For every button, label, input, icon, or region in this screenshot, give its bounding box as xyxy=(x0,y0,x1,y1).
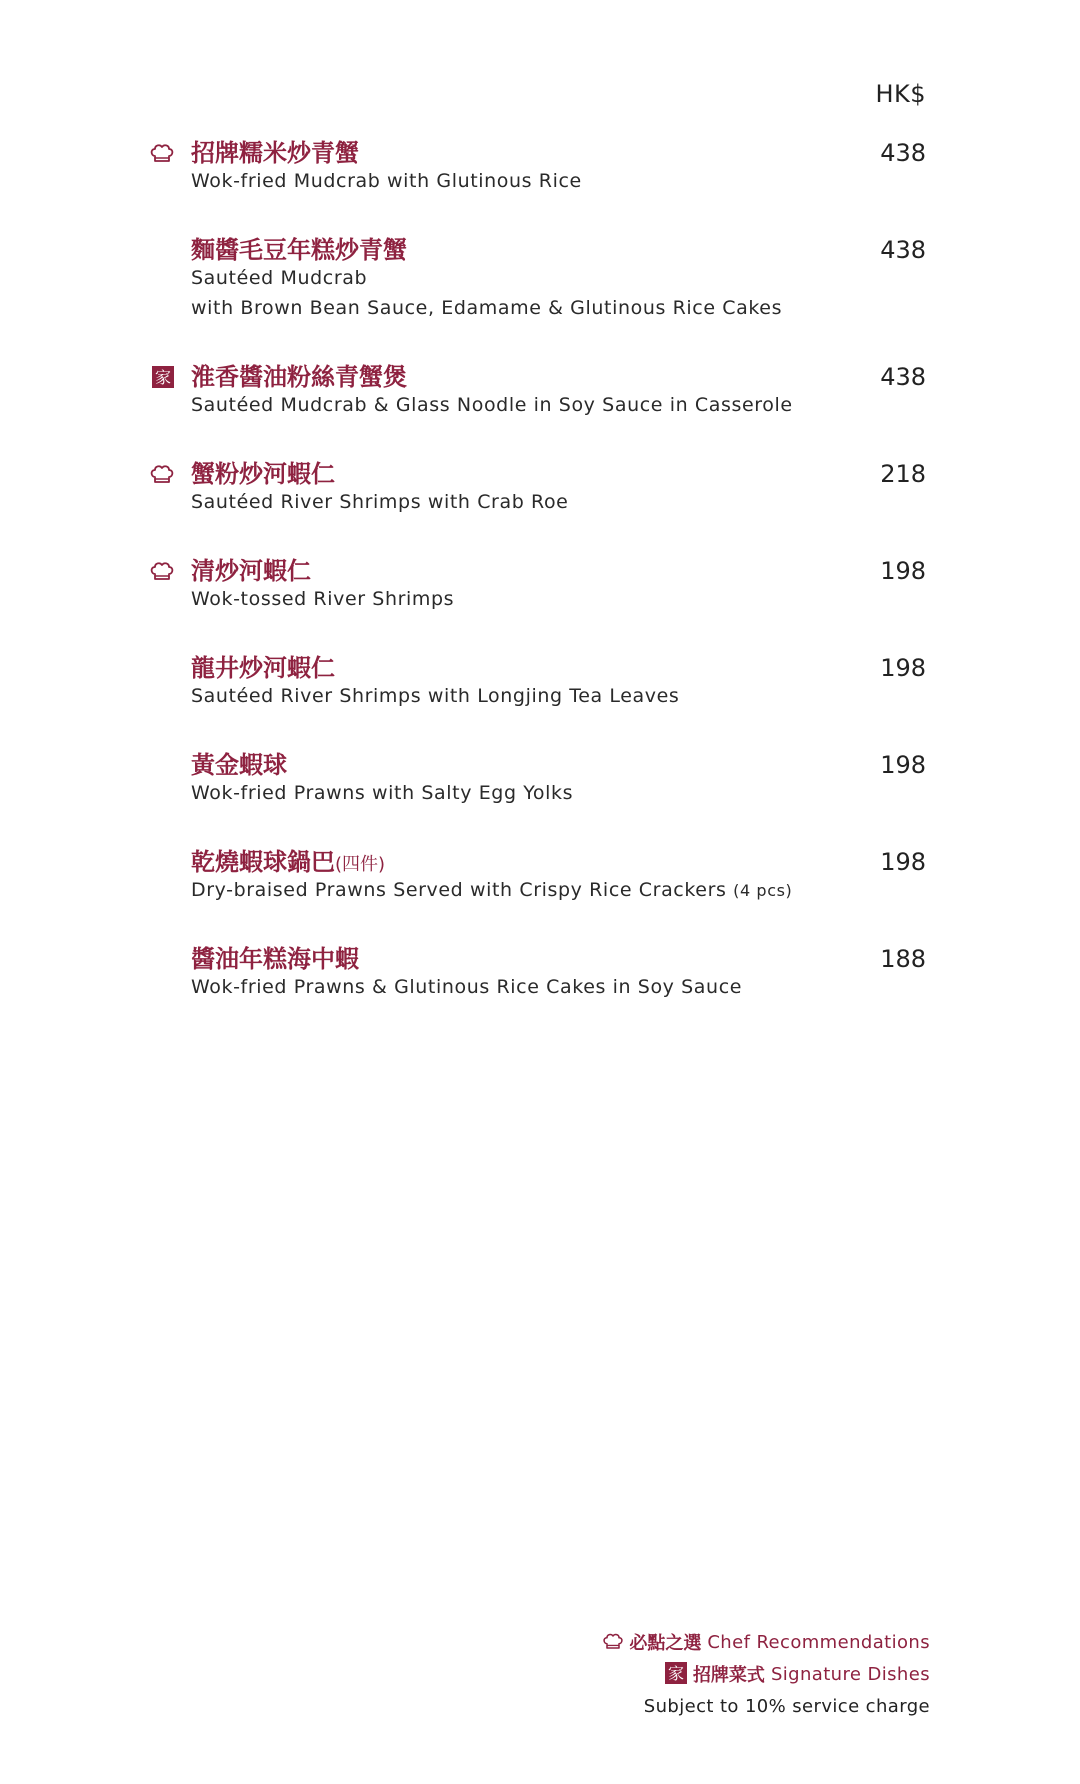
dish-name-en xyxy=(191,778,573,808)
menu-item xyxy=(0,556,1080,616)
dish-name-en xyxy=(191,972,742,1002)
menu-item xyxy=(0,847,1080,907)
dish-name-zh-text: 清炒河蝦仁 xyxy=(191,557,311,585)
chef-hat-icon xyxy=(601,1630,625,1654)
legend-signature-en: Signature Dishes xyxy=(770,1663,930,1685)
menu-item xyxy=(0,362,1080,422)
dish-name-en xyxy=(191,487,568,517)
dish-price: 438 xyxy=(880,236,926,264)
svg-text:家: 家 xyxy=(667,1664,684,1683)
dish-price: 188 xyxy=(880,945,926,973)
dish-name-zh-text: 黃金蝦球 xyxy=(191,751,287,779)
menu-item xyxy=(0,459,1080,519)
dish-name-zh-text: 蟹粉炒河蝦仁 xyxy=(191,460,335,488)
dish-name-en xyxy=(191,681,679,711)
currency-header: HK$ xyxy=(875,80,926,108)
dish-name-zh-text: 乾燒蝦球鍋巴 xyxy=(191,848,335,876)
chef-hat-icon xyxy=(148,461,176,489)
dish-price: 198 xyxy=(880,751,926,779)
dish-price: 218 xyxy=(880,460,926,488)
dish-name-en-text: Sautéed River Shrimps with Crab Roe xyxy=(191,491,569,513)
legend-signature-dishes xyxy=(601,1658,930,1690)
dish-name-zh-text: 醬油年糕海中蝦 xyxy=(191,945,359,973)
dish-name-en xyxy=(191,263,367,293)
dish-name-en-text: Sautéed River Shrimps with Longjing Tea Leaves xyxy=(191,685,680,707)
dish-name-zh xyxy=(191,362,407,392)
legend-chef-zh: 必點之選 xyxy=(629,1633,702,1654)
menu-item xyxy=(0,653,1080,713)
dish-name-en xyxy=(191,584,454,614)
dish-name-zh-text: 淮香醬油粉絲青蟹煲 xyxy=(191,363,407,391)
chef-hat-icon xyxy=(148,140,176,168)
dish-name-zh xyxy=(191,556,311,586)
dish-name-zh xyxy=(191,944,359,974)
dish-name-en xyxy=(191,390,793,420)
dish-name-zh-text: 龍井炒河蝦仁 xyxy=(191,654,335,682)
dish-price: 198 xyxy=(880,557,926,585)
dish-name-zh-text: 招牌糯米炒青蟹 xyxy=(191,139,359,167)
service-charge-note xyxy=(601,1690,930,1722)
dish-name-zh xyxy=(191,138,359,168)
dish-name-zh xyxy=(191,459,335,489)
signature-seal-icon xyxy=(152,364,180,392)
dish-name-en-text: Sautéed Mudcrab xyxy=(191,267,368,289)
dish-name-en xyxy=(191,166,582,196)
svg-text:家: 家 xyxy=(154,368,172,387)
legend-chef-recommendations xyxy=(601,1626,930,1658)
dish-name-en-text: with Brown Bean Sauce, Edamame & Glutinous Rice Cakes xyxy=(191,297,783,319)
dish-portion-en: (4 pcs) xyxy=(733,881,793,900)
menu-item xyxy=(0,944,1080,1004)
dish-portion-zh: (四件) xyxy=(335,854,386,875)
dish-name-en-text: Sautéed Mudcrab & Glass Noodle in Soy Sauce in Casserole xyxy=(191,394,793,416)
menu-item xyxy=(0,138,1080,198)
menu-item xyxy=(0,750,1080,810)
signature-seal-icon xyxy=(665,1662,689,1686)
dish-name-en-text: Wok-fried Prawns & Glutinous Rice Cakes in Soy Sauce xyxy=(191,976,743,998)
dish-price: 198 xyxy=(880,654,926,682)
dish-name-en-text: Dry-braised Prawns Served with Crispy Rice Crackers xyxy=(191,879,727,901)
dish-name-en-text: Wok-fried Mudcrab with Glutinous Rice xyxy=(191,170,582,192)
dish-price: 198 xyxy=(880,848,926,876)
menu-item xyxy=(0,235,1080,325)
dish-name-en-text: Wok-fried Prawns with Salty Egg Yolks xyxy=(191,782,574,804)
dish-price: 438 xyxy=(880,363,926,391)
legend-signature-zh: 招牌菜式 xyxy=(692,1665,765,1686)
dish-name-zh-text: 麵醬毛豆年糕炒青蟹 xyxy=(191,236,407,264)
dish-name-zh xyxy=(191,750,287,780)
legend xyxy=(601,1626,930,1722)
dish-price: 438 xyxy=(880,139,926,167)
dish-name-zh xyxy=(191,235,407,265)
dish-name-en xyxy=(191,875,792,906)
dish-name-en-text: Wok-tossed River Shrimps xyxy=(191,588,455,610)
chef-hat-icon xyxy=(148,558,176,586)
dish-name-en xyxy=(191,293,782,323)
dish-name-zh xyxy=(191,653,335,683)
legend-chef-en: Chef Recommendations xyxy=(707,1631,930,1653)
service-charge-text: Subject to 10% service charge xyxy=(643,1695,930,1717)
